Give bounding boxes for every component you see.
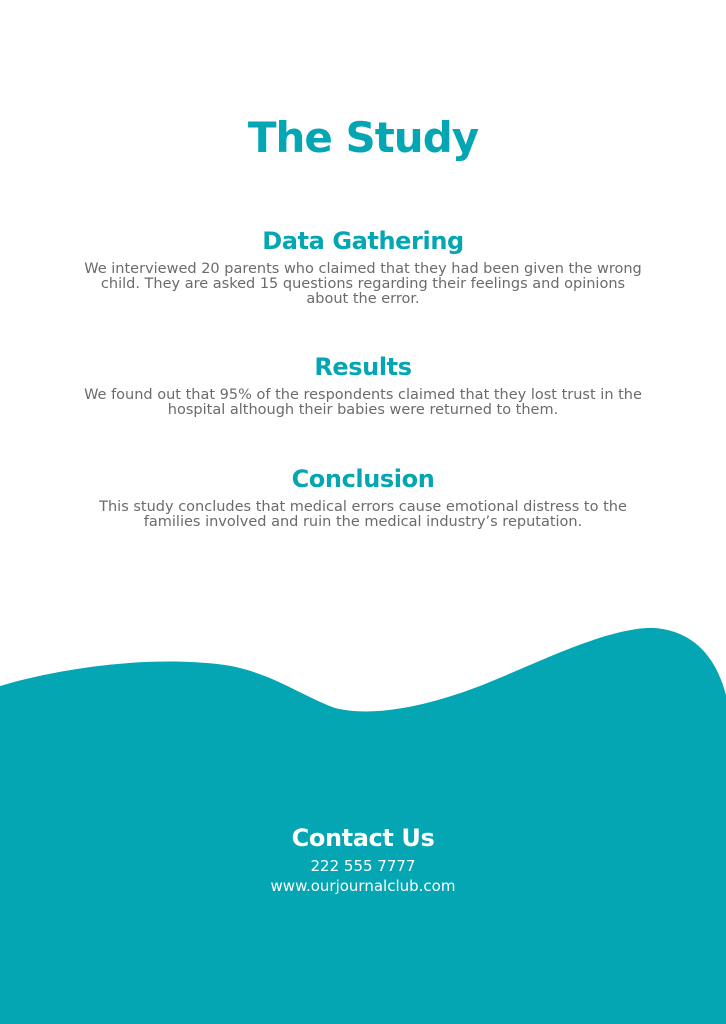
section-body-conclusion: This study concludes that medical errors cause emotional distress to the families involved and ruin the medical industry’s reputation. [99, 499, 627, 530]
contact-website[interactable]: www.ourjournalclub.com [270, 877, 456, 895]
section-heading-data-gathering: Data Gathering [262, 227, 464, 255]
section-body-results: We found out that 95% of the respondents claimed that they lost trust in the hospital although their babies were returned to them. [84, 387, 642, 418]
section-heading-results: Results [314, 353, 412, 381]
page-title: The Study [247, 113, 479, 162]
section-body-data-gathering: We interviewed 20 parents who claimed that they had been given the wrong child. They are asked 15 questions regarding their feelings and opinions about the error. [84, 261, 642, 307]
contact-phone: 222 555 7777 [310, 857, 416, 875]
section-heading-conclusion: Conclusion [291, 465, 435, 493]
contact-heading: Contact Us [291, 824, 435, 852]
contact-block [0, 820, 726, 896]
